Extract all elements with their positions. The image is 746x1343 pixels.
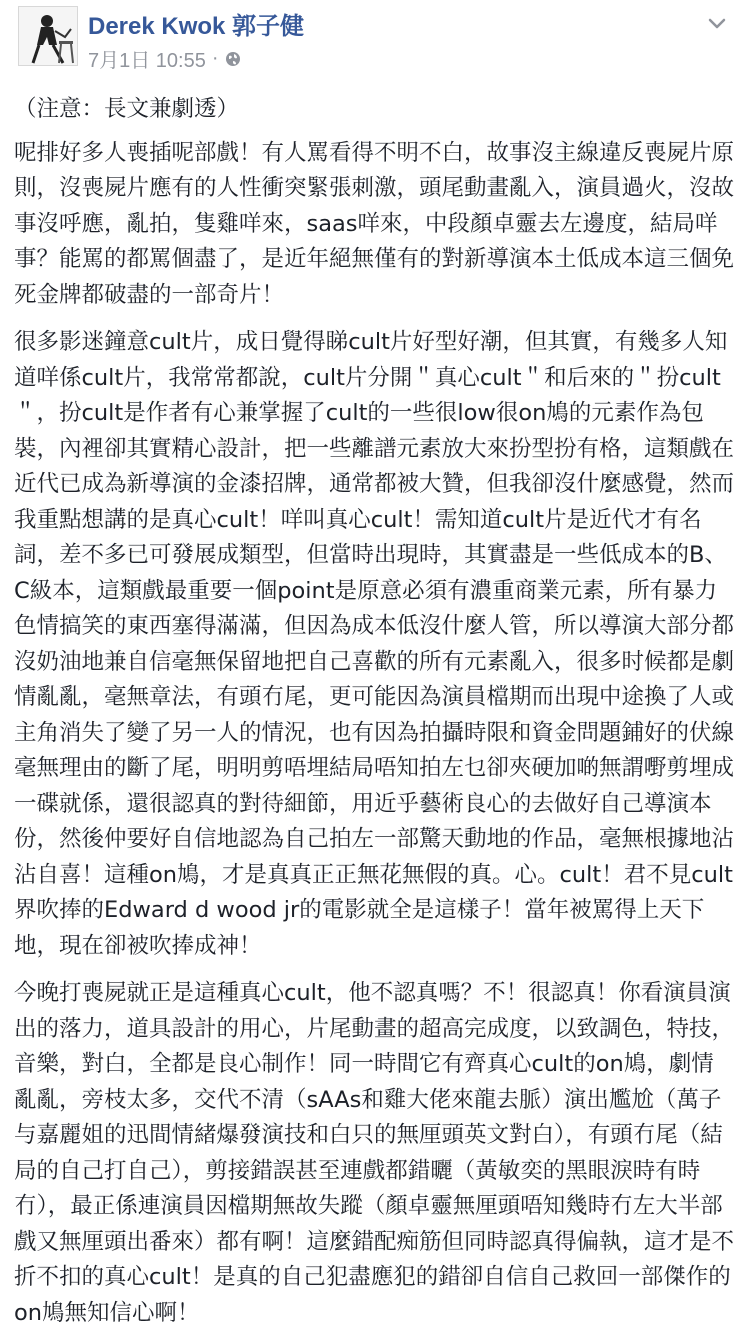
globe-icon[interactable] <box>225 51 241 67</box>
chevron-down-icon[interactable] <box>706 12 728 34</box>
avatar-image <box>19 7 78 66</box>
post-header <box>0 0 746 84</box>
post-meta <box>88 44 241 73</box>
meta-separator: · <box>211 47 219 69</box>
author-name[interactable]: Derek Kwok 郭子健 <box>88 13 305 40</box>
post-paragraph: 今晚打喪屍就正是這種真心cult，他不認真嗎？不！很認真！你看演員演出的落力，道具設計的用心，片尾動畫的超高完成度，以致調色，特技，音樂，對白，全都是良心制作！同一時間它有齊真心cult的on鳩，劇情亂亂，旁枝太多，交代不清（sAAs和雞大佬來龍去脈）演出尷尬（萬子与嘉麗姐的迅間情緒爆發演技和白只的無厘頭英文對白），有頭冇尾（結局的自己打自己），剪接錯誤甚至連戲都錯曬（黃敏奕的黑眼淚時有時冇），最正係連演員因檔期無故失蹤（顏卓靈無厘頭唔知幾時冇左大半部戲又無厘頭出番來）都有啊！這麼錯配痴筋但同時認真得偏執，這才是不折不扣的真心cult！是真的自己犯盡應犯的錯卻自信自己救回一部傑作的on鳩無知信心啊！ <box>14 980 735 1326</box>
avatar[interactable] <box>18 6 78 66</box>
post-timestamp[interactable]: 7月1日 10:55 <box>88 50 206 72</box>
post-paragraph: 呢排好多人喪插呢部戲！有人罵看得不明不白，故事沒主線違反喪屍片原則，沒喪屍片應有的人性衝突緊張刺激，頭尾動畫亂入，演員過火，沒故事沒呼應，亂拍，隻雞咩來，saas咩來，中段顏卓靈去左邊度，結局咩事？能罵的都罵個盡了，是近年絕無僅有的對新導演本土低成本這三個免死金牌都破盡的一部奇片！ <box>14 139 735 308</box>
spoiler-note: （注意：長文兼劇透） <box>14 96 240 122</box>
post-paragraph: 很多影迷鐘意cult片，成日覺得睇cult片好型好潮，但其實，有幾多人知道咩係cult片，我常常都說，cult片分開＂真心cult＂和后來的＂扮cult＂，扮cult是作者有心兼掌握了cult的一些很low很on鳩的元素作為包裝，內裡卻其實精心設計，把一些離譜元素放大來扮型扮有格，這類戲在近代已成為新導演的金漆招牌，通常都被大贊，但我卻沒什麼感覺，然而我重點想講的是真心cult！咩叫真心cult！需知道cult片是近代才有名詞，差不多已可發展成類型，但當時出現時，其實盡是一些低成本的B、C級本，這類戲最重要一個point是原意必須有濃重商業元素，所有暴力色情搞笑的東西塞得滿滿，但因為成本低沒什麼人管，所以導演大部分都沒奶油地兼自信毫無保留地把自己喜歡的所有元素亂入，很多时候都是劇情亂亂，毫無章法，有頭冇尾，更可能因為演員檔期而出現中途換了人或主角消失了變了另一人的情況，也有因為拍攝時限和資金問題鋪好的伏線毫無理由的斷了尾，明明剪唔埋結局唔知拍左乜卻夾硬加啲無謂嘢剪埋成一碟就係，還很認真的對待細節，用近乎藝術良心的去做好自己導演本份，然後仲要好自信地認為自己拍左一部驚天動地的作品，毫無根據地沾沾自喜！這種on鳩，才是真真正正無花無假的真。心。cult！君不見cult界吹捧的Edward d wood jr的電影就全是這樣子！當年被罵得上天下地，現在卻被吹捧成神！ <box>14 329 735 959</box>
post-body <box>14 92 734 1343</box>
